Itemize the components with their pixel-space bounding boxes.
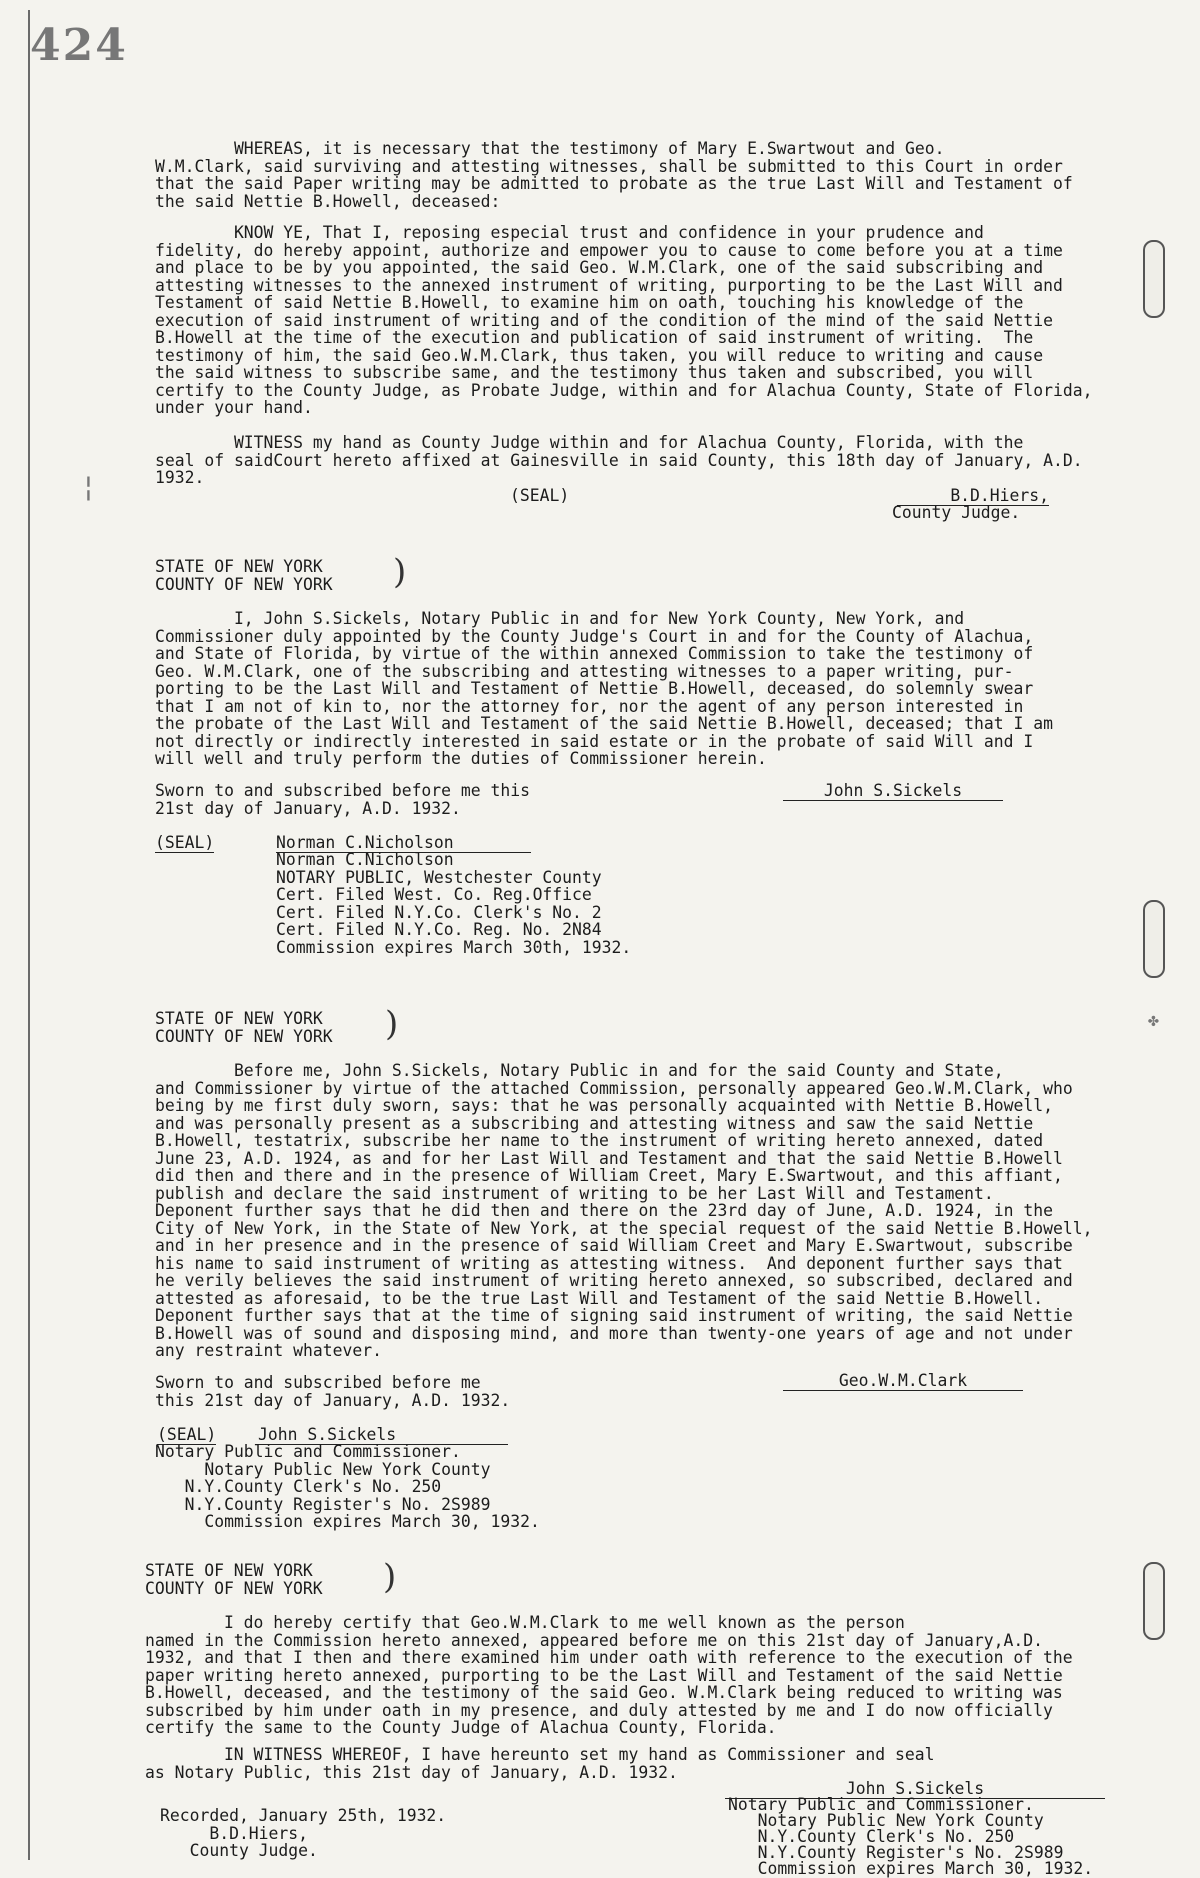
text-line: the said witness to subscribe same, and the testimony thus taken and subscribed, you will — [155, 363, 1034, 382]
text-line: named in the Commission hereto annexed, appeared before me on this 21st day of January,A.D. — [145, 1630, 1043, 1650]
text-line: his name to said instrument of writing as attesting witness. And deponent further says that — [155, 1253, 1063, 1273]
text-line: attested as aforesaid, to be the true Last Will and Testament of the said Nettie B.Howell. — [155, 1288, 1044, 1308]
recorded-note — [160, 1807, 446, 1860]
text-line: under your hand. — [155, 398, 313, 417]
witness-signature: Geo.W.M.Clark — [783, 1372, 1023, 1391]
venue-state: STATE OF NEW YORK — [155, 1009, 323, 1028]
text-line: Cert. Filed N.Y.Co. Clerk's No. 2 — [276, 902, 602, 922]
text-line: Deponent further says that at the time of signing said instrument of writing, the said Nettie — [155, 1306, 1073, 1325]
text-line: KNOW YE, That I, reposing especial trust and confidence in your prudence and — [155, 223, 984, 242]
text-line: certify the same to the County Judge of Alachua County, Florida. — [145, 1718, 777, 1737]
text-line: I do hereby certify that Geo.W.M.Clark to me well known as the person — [145, 1613, 905, 1632]
text-line: not directly or indirectly interested in said estate or in the probate of said Will and I — [155, 731, 1034, 751]
text-line: certify to the County Judge, as Probate Judge, within and for Alachua County, State of Florida, — [155, 380, 1093, 400]
venue-block — [145, 1562, 323, 1597]
venue-block — [155, 558, 1115, 593]
text-line: Commission expires March 30, 1932. — [728, 1859, 1094, 1878]
text-line: B.Howell was of sound and disposing mind, and more than twenty-one years of age and not under — [155, 1323, 1073, 1343]
punch-hole-top — [1143, 240, 1165, 318]
notary-signature: Norman C.Nicholson — [276, 834, 531, 853]
text-line: Cert. Filed N.Y.Co. Reg. No. 2N84 — [276, 920, 602, 939]
text-line: June 23, A.D. 1924, as and for her Last Will and Testament and that the said Nettie B.Howell — [155, 1148, 1063, 1168]
seal-label: (SEAL) — [157, 1425, 217, 1444]
text-line: publish and declare the said instrument of writing to be her Last Will and Testament. — [155, 1183, 994, 1203]
text-line: and was personally present as a subscribing and attesting witness and saw the said Nettie — [155, 1113, 1034, 1133]
judge-title: County Judge. — [892, 503, 1021, 522]
text-line: B.Howell at the time of the execution and publication of said instrument of writing. The — [155, 328, 1034, 347]
text-line: W.M.Clark, said surviving and attesting witnesses, shall be submitted to this Court in order — [155, 156, 1063, 176]
text-line: Geo. W.M.Clark, one of the subscribing and attesting witnesses to a paper writing, pur- — [155, 661, 1014, 681]
commissioner-signature: John S.Sickels — [783, 782, 1003, 801]
judge-signature: B.D.Hiers, — [897, 487, 1049, 506]
text-line: N.Y.County Register's No. 2S989 — [155, 1494, 491, 1514]
text-line: Notary Public New York County — [155, 1459, 491, 1479]
venue-brace: ) — [383, 1557, 397, 1597]
text-line: N.Y.County Clerk's No. 250 — [728, 1827, 1015, 1846]
text-line: seal of saidCourt hereto affixed at Gainesville in said County, this 18th day of January, A.D. — [155, 450, 1083, 470]
text-line: County Judge. — [160, 1841, 318, 1860]
oath-paragraph — [155, 610, 1115, 768]
venue-county: COUNTY OF NEW YORK — [155, 574, 333, 594]
venue-county: COUNTY OF NEW YORK — [145, 1578, 323, 1598]
text-line: I, John S.Sickels, Notary Public in and for New York County, New York, and — [155, 609, 965, 628]
text-line: fidelity, do hereby appoint, authorize and empower you to cause to come before you at a time — [155, 240, 1063, 260]
text-line: and place to be by you appointed, the said Geo. W.M.Clark, one of the said subscribing and — [155, 258, 1044, 277]
text-line: any restraint whatever. — [155, 1341, 382, 1360]
commissioner-signature: John S.Sickels — [725, 1780, 1105, 1799]
margin-tick-mark: ¦ — [80, 470, 97, 503]
venue-state: STATE OF NEW YORK — [145, 1561, 313, 1580]
punch-hole-middle — [1143, 900, 1165, 978]
text-line: porting to be the Last Will and Testament of Nettie B.Howell, deceased, do solemnly swear — [155, 679, 1034, 698]
text-line: B.Howell, deceased, and the testimony of the said Geo. W.M.Clark being reduced to writing was — [145, 1683, 1063, 1702]
seal-label: (SEAL) — [155, 833, 215, 852]
margin-smudge-mark: ✤ — [1148, 1010, 1159, 1031]
commissioner-block — [155, 1443, 540, 1531]
text-line: he verily believes the said instrument of writing hereto annexed, so subscribed, declared and — [155, 1271, 1073, 1290]
text-line: this 21st day of January, A.D. 1932. — [155, 1390, 511, 1410]
text-line: and in her presence and in the presence of said William Creet and Mary E.Swartwout, subscribe — [155, 1236, 1073, 1255]
text-line: 21st day of January, A.D. 1932. — [155, 798, 461, 818]
text-line: being by me first duly sworn, says: that he was personally acquainted with Nettie B.Howell, — [155, 1096, 1053, 1115]
in-witness-paragraph — [145, 1746, 934, 1781]
text-line: and State of Florida, by virtue of the within annexed Commission to take the testimony of — [155, 644, 1034, 663]
text-line: Notary Public and Commissioner. — [728, 1795, 1034, 1814]
text-line: IN WITNESS WHEREOF, I have hereunto set my hand as Commissioner and seal — [145, 1745, 935, 1764]
page-edge-line — [28, 10, 30, 1860]
text-line: NOTARY PUBLIC, Westchester County — [276, 867, 602, 887]
text-line: 1932, and that I then and there examined him under oath with reference to the execution of the — [145, 1648, 1073, 1667]
text-line: Testament of said Nettie B.Howell, to examine him on oath, touching his knowledge of the — [155, 293, 1024, 312]
text-line: Sworn to and subscribed before me — [155, 1373, 481, 1392]
punch-hole-bottom — [1143, 1562, 1165, 1640]
text-line: the probate of the Last Will and Testament of the said Nettie B.Howell, deceased; that I am — [155, 714, 1053, 733]
text-line: the said Nettie B.Howell, deceased: — [155, 191, 501, 211]
deposition-paragraph — [155, 1062, 1115, 1360]
whereas-paragraph — [155, 140, 1115, 210]
text-line: Norman C.Nicholson — [276, 850, 454, 869]
know-ye-paragraph — [155, 224, 1115, 417]
notary-block — [276, 851, 631, 956]
text-line: WITNESS my hand as County Judge within and for Alachua County, Florida, with the — [155, 433, 1024, 452]
final-commissioner-block — [728, 1797, 1093, 1877]
text-line: N.Y.County Clerk's No. 250 — [155, 1477, 442, 1496]
text-line: Recorded, January 25th, 1932. — [160, 1806, 447, 1825]
venue-state: STATE OF NEW YORK — [155, 557, 323, 576]
text-line: Deponent further says that he did then and there on the 23rd day of June, A.D. 1924, in the — [155, 1201, 1053, 1220]
page-number: 424 — [30, 20, 128, 71]
text-line: B.Howell, testatrix, subscribe her name to the instrument of writing hereto annexed, dated — [155, 1131, 1044, 1150]
venue-brace: ) — [393, 552, 407, 592]
text-line: Before me, John S.Sickels, Notary Public in and for the said County and State, — [155, 1061, 1004, 1080]
text-line: Commission expires March 30, 1932. — [155, 1512, 540, 1531]
text-line: City of New York, in the State of New York, at the special request of the said Nettie B.Howell, — [155, 1218, 1093, 1238]
text-line: testimony of him, the said Geo.W.M.Clark, thus taken, you will reduce to writing and cause — [155, 345, 1044, 365]
text-line: that I am not of kin to, nor the attorney for, nor the agent of any person interested in — [155, 696, 1024, 716]
text-line: B.D.Hiers, — [160, 1823, 309, 1843]
text-line: N.Y.County Register's No. 2S989 — [728, 1843, 1064, 1862]
text-line: subscribed by him under oath in my presence, and duly attested by me and I do now officially — [145, 1700, 1053, 1720]
commissioner-signature: John S.Sickels — [258, 1426, 508, 1445]
text-line: did then and there and in the presence of William Creet, Mary E.Swartwout, and this affiant, — [155, 1166, 1063, 1185]
text-line: Sworn to and subscribed before me this — [155, 781, 530, 800]
text-line: Commission expires March 30th, 1932. — [276, 937, 632, 957]
certify-paragraph — [145, 1614, 1073, 1737]
venue-county: COUNTY OF NEW YORK — [155, 1026, 333, 1046]
seal-label: (SEAL) — [510, 486, 570, 505]
text-line: WHEREAS, it is necessary that the testimony of Mary E.Swartwout and Geo. — [155, 139, 945, 158]
text-line: Notary Public and Commissioner. — [155, 1442, 461, 1461]
text-line: Commissioner duly appointed by the County Judge's Court in and for the County of Alachua, — [155, 626, 1034, 646]
text-line: 1932. — [155, 468, 205, 487]
text-line: paper writing hereto annexed, purporting to be the Last Will and Testament of the said Nettie — [145, 1665, 1063, 1685]
text-line: and Commissioner by virtue of the attached Commission, personally appeared Geo.W.M.Clark, who — [155, 1078, 1073, 1098]
venue-block — [155, 1010, 1115, 1045]
text-line: execution of said instrument of writing and of the condition of the mind of the said Nettie — [155, 310, 1053, 330]
text-line: that the said Paper writing may be admitted to probate as the true Last Will and Testament of — [155, 174, 1073, 193]
text-line: Cert. Filed West. Co. Reg.Office — [276, 885, 592, 904]
venue-brace: ) — [385, 1004, 399, 1044]
text-line: Notary Public New York County — [728, 1811, 1044, 1830]
text-line: as Notary Public, this 21st day of January, A.D. 1932. — [145, 1762, 678, 1782]
text-line: will well and truly perform the duties of Commissioner herein. — [155, 749, 767, 768]
text-line: attesting witnesses to the annexed instrument of writing, purporting to be the Last Will and — [155, 275, 1063, 295]
witness-paragraph — [155, 434, 1115, 487]
